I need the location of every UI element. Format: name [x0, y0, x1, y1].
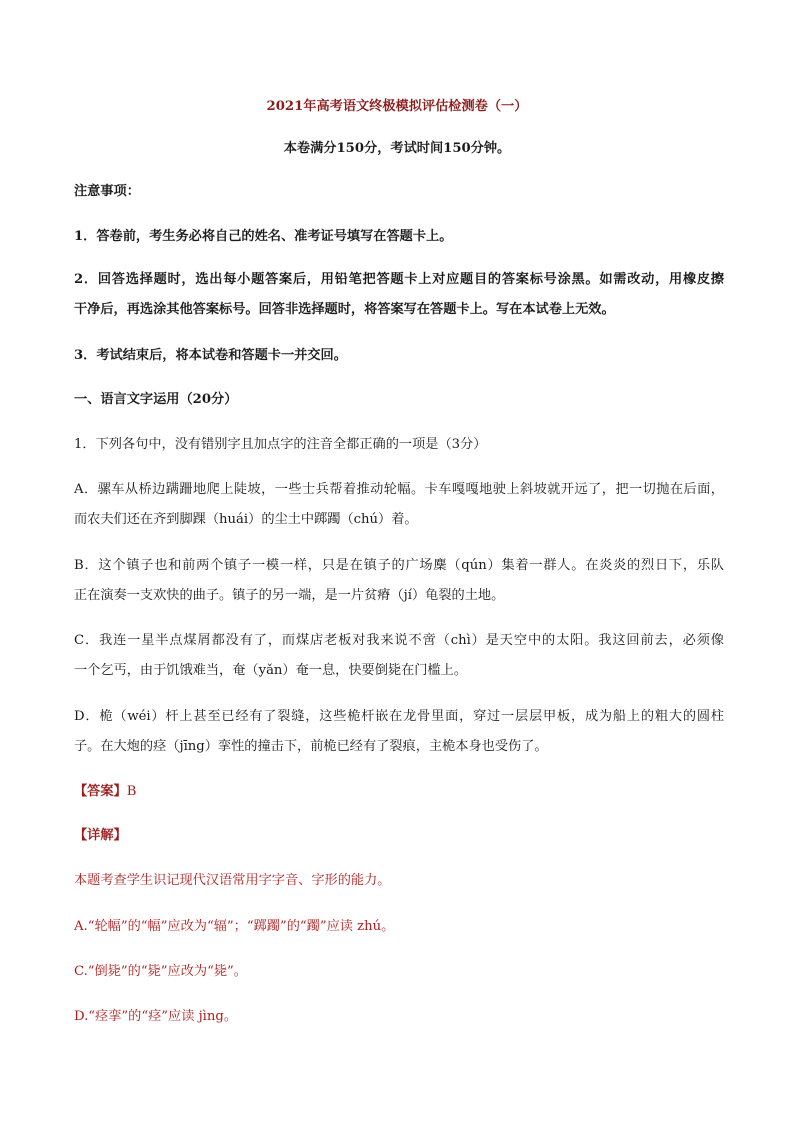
note-2-line-1: 2．回答选择题时，选出每小题答案后，用铅笔把答题卡上对应题目的答案标号涂黑。如需改动，用橡皮擦 — [74, 272, 724, 287]
question-1-stem: 1．下列各句中，没有错别字且加点字的注音全都正确的一项是（3分） — [74, 437, 487, 452]
document-subtitle: 本卷满分150分，考试时间150分钟。 — [283, 141, 511, 156]
detail-intro: 本题考查学生识记现代汉语常用字字音、字形的能力。 — [74, 873, 391, 888]
detail-d: D.“痉挛”的“痉”应读 jìng。 — [74, 1009, 238, 1024]
option-b-line-2: 正在演奏一支欢快的曲子。镇子的另一端，是一片贫瘠（jí）龟裂的土地。 — [74, 588, 505, 603]
detail-a: A.“轮幅”的“幅”应改为“辐”；“踯躅”的“躅”应读 zhú。 — [74, 919, 395, 934]
option-b-line-1: B．这个镇子也和前两个镇子一模一样，只是在镇子的广场麇（qún）集着一群人。在炎炎的烈日下，乐队 — [74, 558, 724, 573]
note-3: 3．考试结束后，将本试卷和答题卡一并交回。 — [74, 348, 347, 363]
detail-c: C.“倒毙”的“毙”应改为“毙”。 — [74, 964, 247, 979]
notes-heading: 注意事项： — [74, 184, 140, 199]
option-d-line-2: 子。在大炮的痉（jīng）挛性的撞击下，前桅已经有了裂痕，主桅本身也受伤了。 — [74, 739, 548, 754]
option-a-line-1: A．骡车从桥边蹒跚地爬上陡坡，一些士兵帮着推动轮幅。卡车嘎嘎地驶上斜坡就开远了，把一切抛在后面， — [74, 482, 724, 497]
detail-label: 【详解】 — [74, 828, 127, 843]
option-d-line-1: D．桅（wéi）杆上甚至已经有了裂缝，这些桅杆嵌在龙骨里面，穿过一层层甲板，成为船上的粗大的圆柱 — [74, 709, 724, 724]
section-heading: 一、语言文字运用（20分） — [74, 392, 238, 407]
answer-value: B — [126, 784, 137, 799]
document-title: 2021年高考语文终极模拟评估检测卷（一） — [266, 99, 528, 114]
note-1: 1．答卷前，考生务必将自己的姓名、准考证号填写在答题卡上。 — [74, 229, 453, 244]
option-a-line-2: 而农夫们还在齐到脚踝（huái）的尘土中踯躅（chú）着。 — [74, 512, 418, 527]
note-2-line-2: 干净后，再选涂其他答案标号。回答非选择题时，将答案写在答题卡上。写在本试卷上无效。 — [74, 302, 615, 317]
answer-row — [74, 783, 724, 801]
answer-label: 【答案】 — [74, 784, 127, 799]
option-c-line-2: 一个乞丐，由于饥饿难当，奄（yǎn）奄一息，快要倒毙在门槛上。 — [74, 663, 468, 678]
option-c-line-1: C．我连一星半点煤屑都没有了，而煤店老板对我来说不啻（chì）是天空中的太阳。我这回前去，必须像 — [74, 633, 724, 648]
